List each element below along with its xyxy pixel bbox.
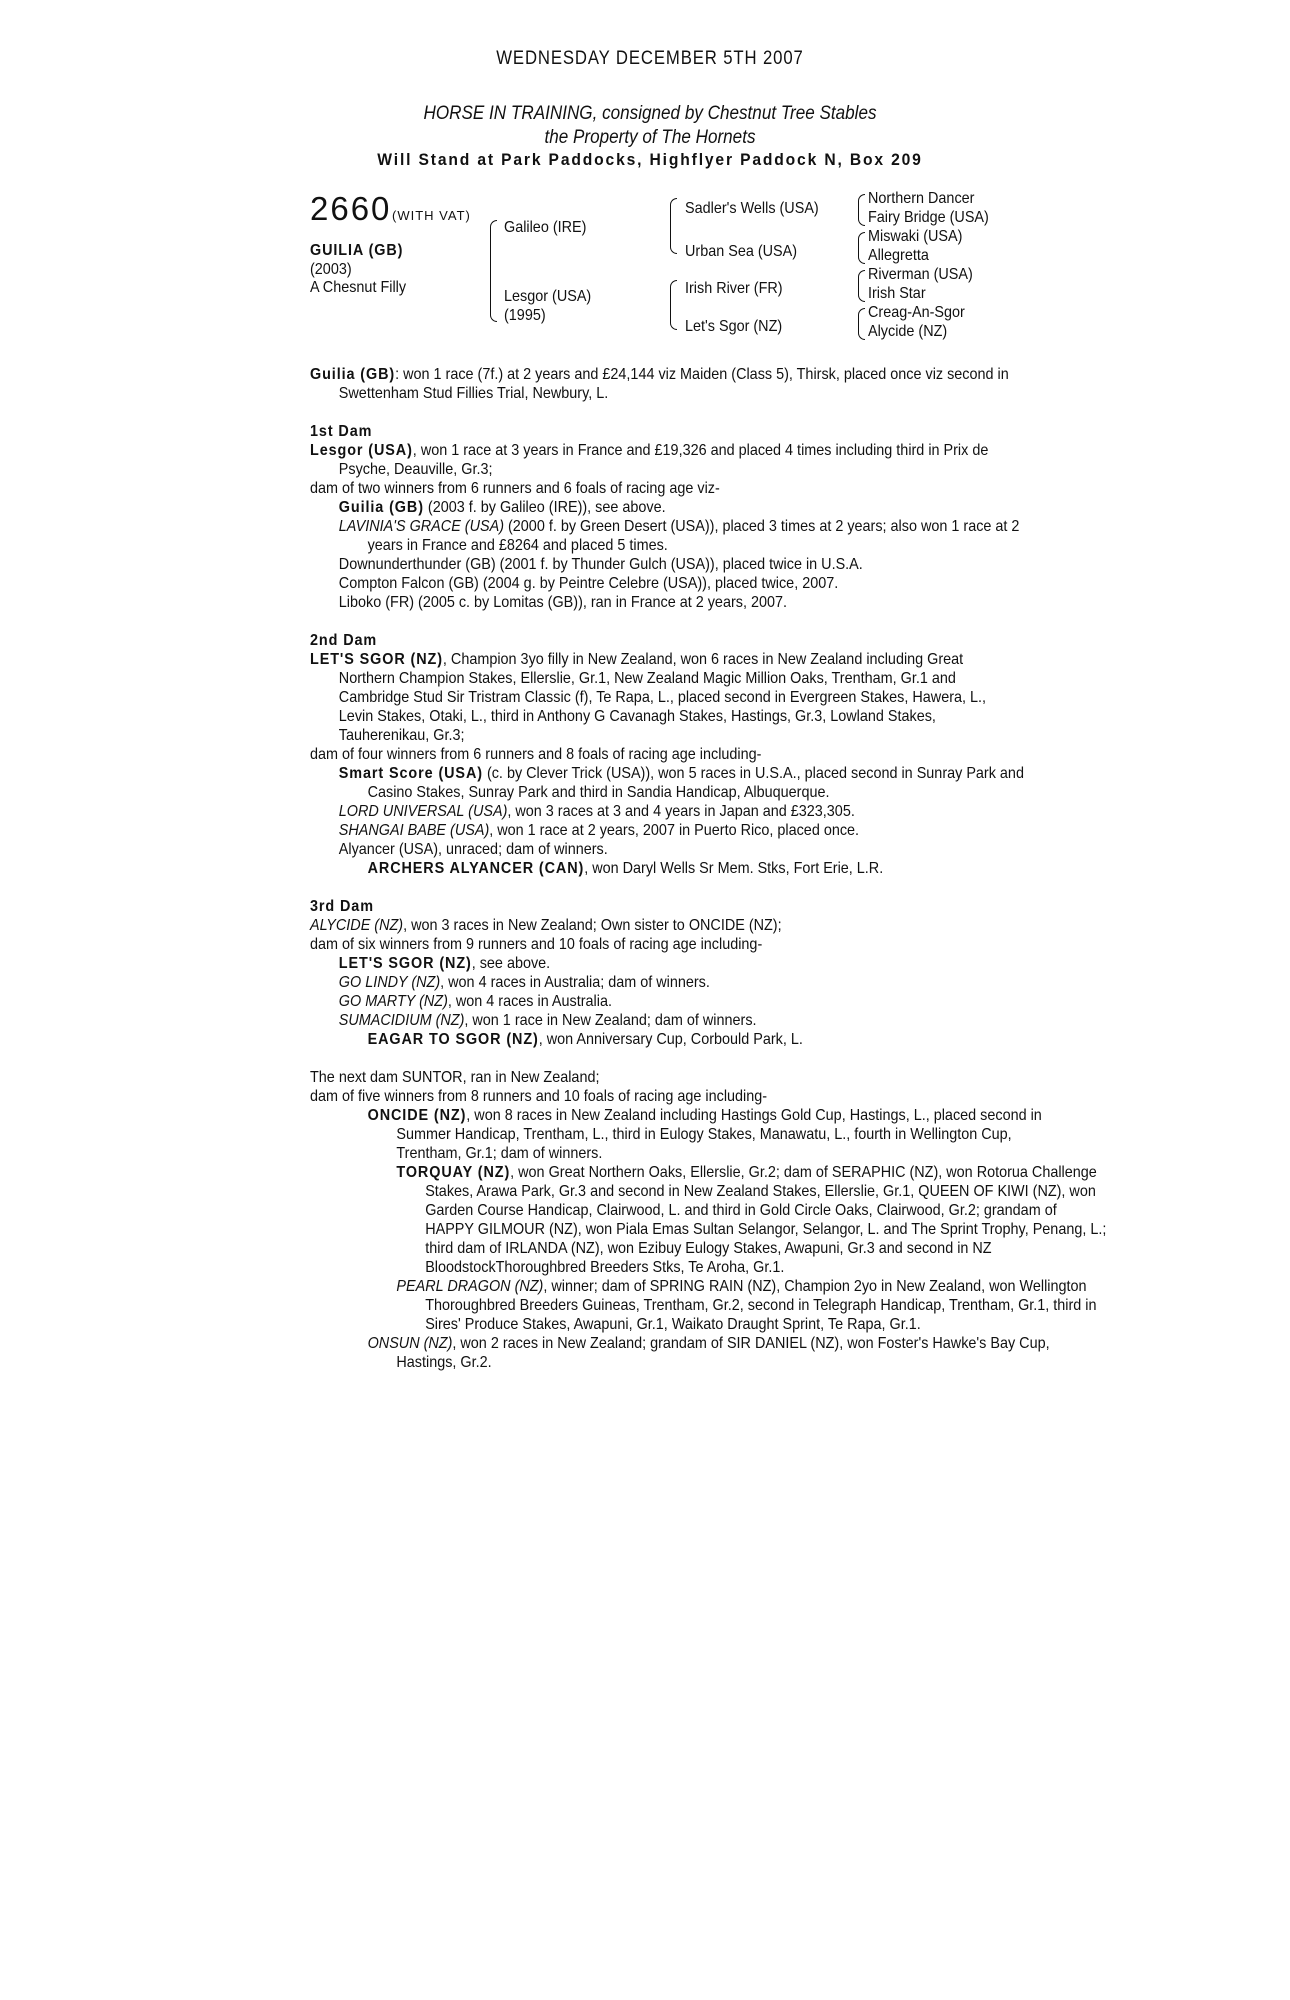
next-dam-foal-3 (310, 1277, 1109, 1334)
record-horse-name: Guilia (GB) (310, 366, 396, 383)
second-dam-foal-5 (310, 859, 1080, 878)
pedigree-dss: Riverman (USA) (868, 266, 973, 283)
next-dam-intro: The next dam SUNTOR, ran in New Zealand; (310, 1069, 600, 1086)
foal-text: , won 1 race in New Zealand; dam of winners. (464, 1012, 757, 1029)
foal-text: , won 2 races in New Zealand; grandam of SIR DANIEL (NZ), won Foster's Hawke's Bay Cup, Hastings, Gr.2. (396, 1335, 1050, 1371)
first-dam-foal-2 (310, 517, 1052, 555)
brace-dam-parents (670, 280, 677, 330)
first-dam-record (310, 441, 1023, 479)
foal-name: GO LINDY (NZ) (338, 974, 441, 991)
foal-text: (2000 f. by Green Desert (USA)), placed 3 times at 2 years; also won 1 race at 2 years in France and £8264 and placed 5 times. (367, 518, 1020, 554)
brace-parents (490, 220, 497, 322)
sale-date: WEDNESDAY DECEMBER 5TH 2007 (496, 48, 804, 69)
location-line: Will Stand at Park Paddocks, Highflyer Paddock N, Box 209 (377, 150, 923, 169)
foal-name: GO MARTY (NZ) (338, 993, 448, 1010)
lot-number: 2660 (310, 190, 392, 227)
pedigree-table (310, 190, 1010, 350)
pedigree-sss: Northern Dancer (868, 190, 975, 207)
second-dam-produce: dam of four winners from 6 runners and 8 foals of racing age including- (310, 746, 762, 763)
first-dam-text: , won 1 race at 3 years in France and £19,326 and placed 4 times including third in Prix de Psyche, Deauville, Gr.3; (338, 442, 989, 478)
pedigree-ssd: Fairy Bridge (USA) (868, 209, 989, 226)
pedigree-sdd: Allegretta (868, 247, 929, 264)
third-dam-record (310, 916, 1023, 935)
foal-text: , winner; dam of SPRING RAIN (NZ), Champion 2yo in New Zealand, won Wellington Thoroughbred Breeders Guineas, Trentham, Gr.2, second in Telegraph Handicap, Trentham, Gr.1, third in Sires' Produce Stakes, Awapuni, Gr.1, Waikato Draught Sprint, Te Rapa, Gr.1. (425, 1278, 1097, 1333)
foal-text: , won 4 races in Australia. (447, 993, 612, 1010)
pedigree-dam-dam: Let's Sgor (NZ) (685, 318, 783, 335)
second-dam-foal-1 (310, 764, 1052, 802)
horse-description: A Chesnut Filly (310, 279, 407, 296)
first-dam-name: Lesgor (USA) (310, 442, 413, 459)
third-dam-name: ALYCIDE (NZ) (310, 917, 404, 934)
property-line: the Property of The Hornets (544, 127, 756, 148)
foal-text: , won Anniversary Cup, Corbould Park, L. (538, 1031, 803, 1048)
first-dam-foal-5: Liboko (FR) (2005 c. by Lomitas (GB)), ran in France at 2 years, 2007. (338, 594, 787, 611)
foal-name: ONSUN (NZ) (367, 1335, 453, 1352)
pedigree-dsd: Irish Star (868, 285, 926, 302)
second-dam-heading-text: 2nd Dam (310, 632, 378, 649)
foal-text: , won 4 races in Australia; dam of winners. (440, 974, 710, 991)
foal-name: ONCIDE (NZ) (367, 1107, 467, 1124)
second-dam-foal-4: Alyancer (USA), unraced; dam of winners. (338, 841, 608, 858)
third-dam-foal-3 (310, 992, 1052, 1011)
pedigree-sire: Galileo (IRE) (504, 219, 587, 236)
brace-sd (858, 232, 865, 264)
vat-note: (WITH VAT) (392, 208, 471, 223)
foal-name: SHANGAI BABE (USA) (338, 822, 490, 839)
second-dam-foal-3 (310, 821, 1052, 840)
consignment-line: HORSE IN TRAINING, consigned by Chestnut Tree Stables (423, 103, 877, 124)
foal-name: Smart Score (USA) (338, 765, 483, 782)
pedigree-ddd: Alycide (NZ) (868, 323, 948, 340)
pedigree-sire-sire: Sadler's Wells (USA) (685, 200, 819, 217)
horse-year: (2003) (310, 261, 352, 278)
foal-name: LET'S SGOR (NZ) (338, 955, 472, 972)
second-dam-text: , Champion 3yo filly in New Zealand, won 6 races in New Zealand including Great Northern Champion Stakes, Ellerslie, Gr.1, New Zealand Magic Million Oaks, Trentham, Gr.1 and Cambridge Stud Sir Tristram Classic (f), Te Rapa, L., placed second in Evergreen Stakes, Hawera, L., Levin Stakes, Otaki, L., third in Anthony G Cavanagh Stakes, Hastings, Gr.3, Lowland Stakes, Tauherenikau, Gr.3; (338, 651, 987, 744)
foal-name: TORQUAY (NZ) (396, 1164, 511, 1181)
first-dam-foal-1 (310, 498, 1052, 517)
third-dam-heading-text: 3rd Dam (310, 898, 374, 915)
brace-sire-parents (670, 198, 677, 254)
foal-text: , won 1 race at 2 years, 2007 in Puerto Rico, placed once. (489, 822, 860, 839)
pedigree-dam: Lesgor (USA) (504, 288, 592, 305)
pedigree-sds: Miswaki (USA) (868, 228, 963, 245)
next-dam-produce: dam of five winners from 8 runners and 10 foals of racing age including- (310, 1088, 768, 1105)
foal-name: PEARL DRAGON (NZ) (396, 1278, 544, 1295)
foal-name: EAGAR TO SGOR (NZ) (367, 1031, 539, 1048)
pedigree-dds: Creag-An-Sgor (868, 304, 965, 321)
horse-record (310, 365, 1023, 403)
first-dam-foal-3: Downunderthunder (GB) (2001 f. by Thunder Gulch (USA)), placed twice in U.S.A. (338, 556, 863, 573)
next-dam-foal-2 (310, 1163, 1109, 1277)
horse-name: GUILIA (GB) (310, 242, 404, 259)
foal-text: , won 8 races in New Zealand including Hastings Gold Cup, Hastings, L., placed second in Summer Handicap, Trentham, L., third in Eulogy Stakes, Manawatu, L., fourth in Wellington Cup, Trentham, Gr.1; dam of winners. (396, 1107, 1042, 1162)
brace-dd (858, 308, 865, 340)
third-dam-produce: dam of six winners from 9 runners and 10 foals of racing age including- (310, 936, 763, 953)
foal-name: Guilia (GB) (338, 499, 424, 516)
foal-text: , won Great Northern Oaks, Ellerslie, Gr.2; dam of SERAPHIC (NZ), won Rotorua Challenge Stakes, Arawa Park, Gr.3 and second in New Zealand Stakes, Ellerslie, Gr.1, QUEEN OF KIWI (NZ), won Garden Course Handicap, Clairwood, L. and third in Gold Circle Oaks, Clairwood, Gr.2; grandam of HAPPY GILMOUR (NZ), won Piala Emas Sultan Selangor, Selangor, L. and The Sprint Trophy, Penang, L.; third dam of IRLANDA (NZ), won Ezibuy Eulogy Stakes, Awapuni, Gr.3 and second in NZ BloodstockThoroughbred Breeders Stks, Te Aroha, Gr.1. (425, 1164, 1107, 1276)
first-dam-heading (310, 422, 994, 441)
third-dam-heading (310, 897, 994, 916)
brace-ds (858, 270, 865, 302)
pedigree-dam-year: (1995) (504, 307, 546, 324)
foal-text: , see above. (471, 955, 551, 972)
pedigree-sire-dam: Urban Sea (USA) (685, 243, 798, 260)
first-dam-heading-text: 1st Dam (310, 423, 373, 440)
foal-name: SUMACIDIUM (NZ) (338, 1012, 465, 1029)
third-dam-text: , won 3 races in New Zealand; Own sister to ONCIDE (NZ); (403, 917, 782, 934)
second-dam-foal-2 (310, 802, 1052, 821)
third-dam-foal-4 (310, 1011, 1052, 1030)
foal-name: LORD UNIVERSAL (USA) (338, 803, 508, 820)
foal-name: LAVINIA'S GRACE (USA) (338, 518, 504, 535)
pedigree-dam-sire: Irish River (FR) (685, 280, 783, 297)
record-text: : won 1 race (7f.) at 2 years and £24,144 viz Maiden (Class 5), Thirsk, placed once viz second in Swettenham Stud Fillies Trial, Newbury, L. (338, 366, 1009, 402)
foal-text: , won Daryl Wells Sr Mem. Stks, Fort Erie, L.R. (584, 860, 884, 877)
third-dam-foal-5 (310, 1030, 1080, 1049)
first-dam-produce: dam of two winners from 6 runners and 6 foals of racing age viz- (310, 480, 720, 497)
next-dam-foal-4 (310, 1334, 1080, 1372)
second-dam-heading (310, 631, 994, 650)
third-dam-foal-2 (310, 973, 1052, 992)
second-dam-record (310, 650, 1023, 745)
first-dam-foal-4: Compton Falcon (GB) (2004 g. by Peintre Celebre (USA)), placed twice, 2007. (338, 575, 839, 592)
catalogue-body (310, 365, 1107, 1372)
next-dam-foal-1 (310, 1106, 1080, 1163)
foal-text: (2003 f. by Galileo (IRE)), see above. (423, 499, 666, 516)
foal-text: , won 3 races at 3 and 4 years in Japan and £323,305. (507, 803, 855, 820)
brace-ss (858, 194, 865, 226)
foal-name: ARCHERS ALYANCER (CAN) (367, 860, 585, 877)
second-dam-name: LET'S SGOR (NZ) (310, 651, 443, 668)
third-dam-foal-1 (310, 954, 1052, 973)
foal-text: (c. by Clever Trick (USA)), won 5 races in U.S.A., placed second in Sunray Park and Casino Stakes, Sunray Park and third in Sandia Handicap, Albuquerque. (367, 765, 1024, 801)
